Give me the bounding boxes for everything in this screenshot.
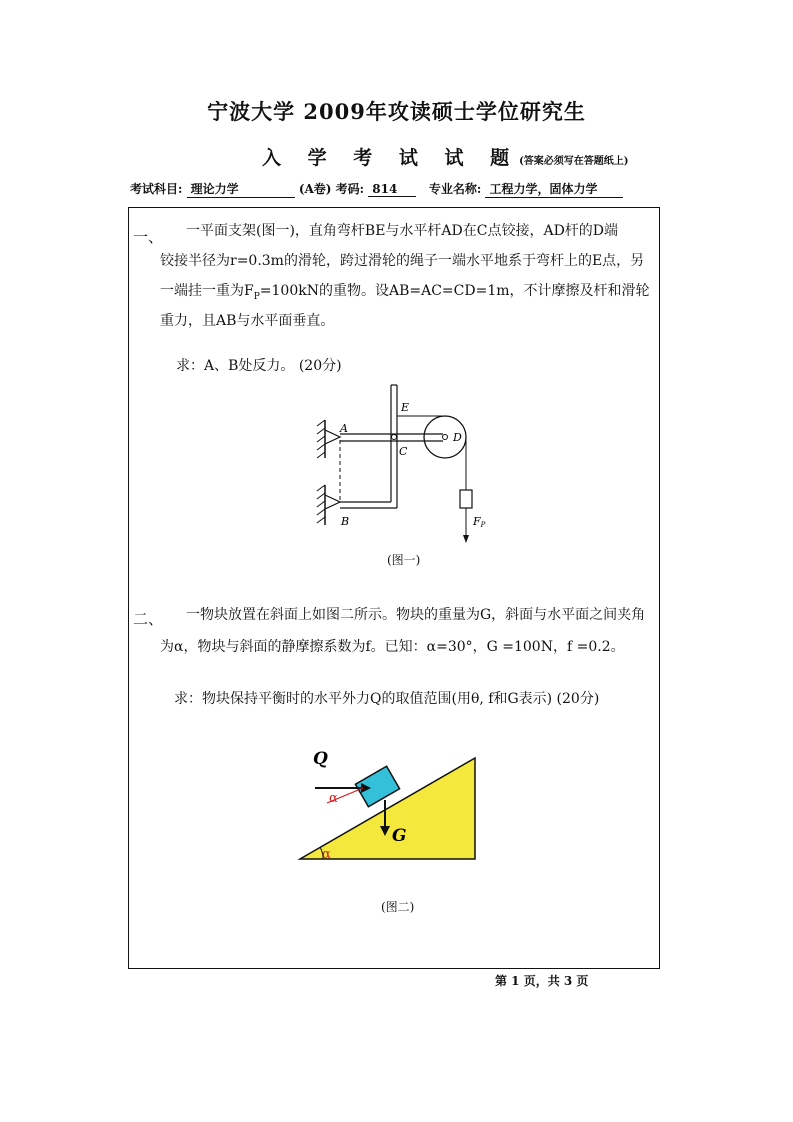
q1-number: 一、 — [133, 228, 164, 246]
q2-line1: 一物块放置在斜面上如图二所示。物块的重量为G，斜面与水平面之间夹角 — [186, 607, 646, 623]
answer-note: (答案必须写在答题纸上) — [519, 156, 629, 167]
major-value: 工程力学，固体力学 — [485, 180, 623, 198]
fig2-label-g: G — [392, 826, 407, 846]
q1-line4: 重力，且AB与水平面垂直。 — [160, 313, 335, 329]
paper-label: (A卷) — [298, 182, 332, 196]
fig2-label-q: Q — [313, 750, 328, 769]
major-label: 专业名称: — [428, 182, 482, 196]
fig1-label-e: E — [401, 401, 410, 414]
fig2-caption: (图二) — [381, 900, 415, 914]
fig1-label-d: D — [453, 431, 462, 444]
exam-subtitle-text: 入 学 考 试 试 题 — [262, 147, 520, 169]
figure-1 — [315, 380, 495, 550]
fig1-caption: (图一) — [387, 553, 421, 567]
fig1-label-b: B — [341, 515, 350, 528]
subject-value: 理论力学 — [187, 180, 295, 198]
fig1-label-f: F — [473, 515, 481, 528]
q2-number: 二、 — [133, 610, 164, 628]
exam-subtitle — [262, 143, 629, 170]
code-value: 814 — [368, 182, 416, 197]
fig1-label-a: A — [340, 422, 348, 435]
fig1-label-fp — [472, 515, 486, 529]
q1-line3b: =100kN的重物。设AB=AC=CD=1m，不计摩擦及杆和滑轮 — [259, 283, 650, 299]
q2-ask: 求：物块保持平衡时的水平外力Q的取值范围(用θ, f和G表示) (20分) — [174, 691, 600, 707]
q1-line3a: 一端挂一重为F — [160, 283, 254, 299]
q1-ask: 求：A、B处反力。 (20分) — [176, 358, 342, 374]
exam-title: 宁波大学 2009年攻读硕士学位研究生 — [207, 99, 586, 124]
q1-line1: 一平面支架(图一)，直角弯杆BE与水平杆AD在C点铰接，AD杆的D端 — [186, 223, 619, 239]
subject-label: 考试科目: — [130, 182, 183, 196]
q1-line2: 铰接半径为r=0.3m的滑轮，跨过滑轮的绳子一端水平地系于弯杆上的E点，另 — [160, 253, 645, 269]
page-number: 第 1 页，共 3 页 — [495, 974, 589, 988]
fig1-label-c: C — [399, 445, 408, 458]
fig1-label-p: P — [480, 521, 486, 529]
fig2-label-alpha-top: α — [329, 791, 338, 806]
q1-sub-p: P — [253, 291, 260, 302]
fig2-label-alpha-base: α — [322, 847, 331, 862]
q2-line2: 为α，物块与斜面的静摩擦系数为f。已知：α=30°，G =100N，f =0.2。 — [160, 639, 625, 655]
exam-info-line — [130, 180, 623, 198]
figure-2 — [295, 750, 485, 865]
code-label: 考码: — [335, 182, 365, 196]
